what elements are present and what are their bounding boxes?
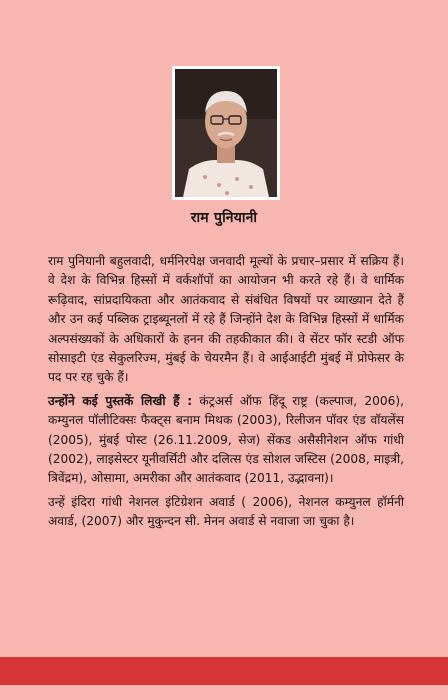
author-portrait-icon: [175, 69, 277, 197]
author-name: राम पुनियानी: [190, 210, 258, 226]
books-heading: उन्होंने कई पुस्तकें लिखी हैं :: [48, 393, 193, 408]
bio-books: [48, 392, 404, 489]
bio-intro: राम पुनियानी बहुलवादी, धर्मनिरपेक्ष जनवादी मूल्यों के प्रचार–प्रसार में सक्रिय हैं। वे देश के विभिन्न हिस्सों में वर्कशॉपों का आयोजन भी करते रहे हैं। वे धार्मिक रूढ़िवाद, सांप्रदायिकता और आतंकवाद से संबंधित विषयों पर व्याख्यान देते हैं और उन कई पब्लिक ट्राइब्यूनलों में रहे हैं जिन्होंने देश के विभिन्न हिस्सों में धार्मिक अल्पसंख्यकों के अधिकारों के हनन की तहकीकात की। वे सेंटर फॉर स्टडी ऑफ सोसाइटी एंड सेकुलरिज्म, मुंबई के चेयरमैन हैं। वे आईआईटी मुंबई में प्रोफेसर के पद पर रह चुके हैं।: [48, 254, 404, 385]
bio-awards: उन्हें इंदिरा गांधी नेशनल इंटिग्रेशन अवार्ड ( 2006), नेशनल कम्युनल हॉर्मनी अवार्ड, (2007) और मुकुन्दन सी. मेनन अवार्ड से नवाजा जा चुका है।: [48, 494, 404, 529]
bottom-band: [0, 657, 448, 685]
author-bio: [48, 252, 404, 536]
author-photo: [172, 66, 280, 200]
books-list: कंट्रअर्स ऑफ हिंदू राष्ट्र (कल्पाज, 2006), कम्युनल पॉलीटिक्सः फैक्ट्स बनाम मिथक (2003), रिलीजन पॉवर एंड वॉयलेंस (2005), मुंबई पोस्ट (26.11.2009, सेज) सेंकड असैसीनेशन ऑफ गांधी (2002), लाइसेस्टर यूनीवर्सिटी और दलित्स एंड सोशल जस्टिस (2008, माइत्री, त्रिवेंद्रम), ओसामा, अमरीका और आतंकवाद (2011, उद्भावना)।: [48, 393, 404, 486]
